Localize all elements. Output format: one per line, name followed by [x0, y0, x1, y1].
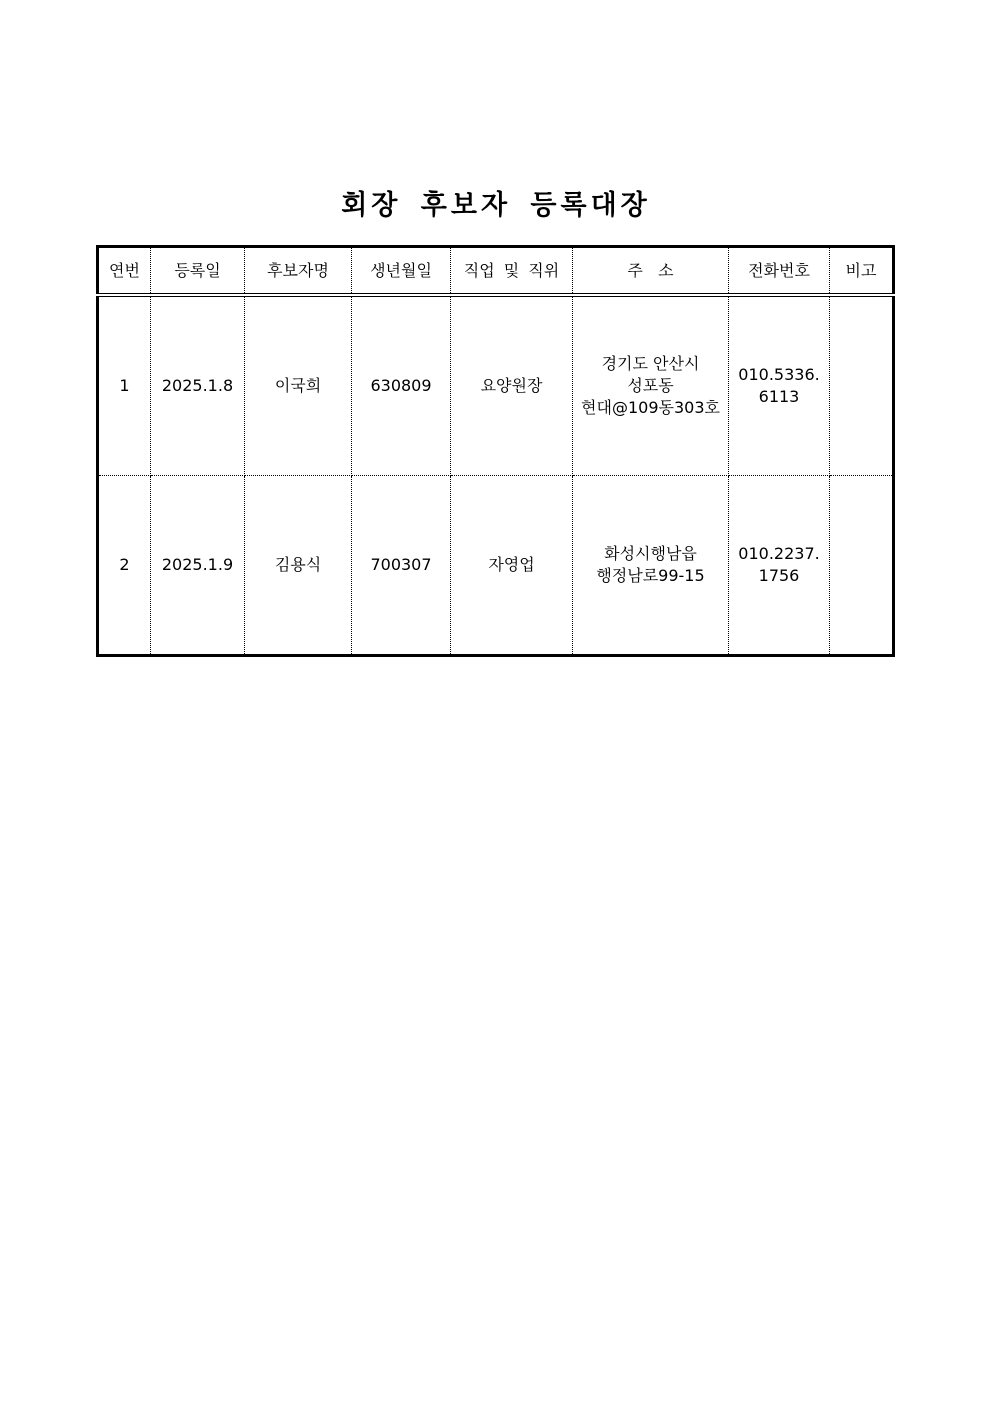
phone-line: 010.5336. [738, 365, 820, 384]
header-occupation: 직업 및 직위 [451, 247, 573, 296]
cell-registration-date: 2025.1.8 [151, 295, 245, 476]
cell-birth-date: 700307 [352, 476, 451, 656]
table-row [98, 476, 894, 656]
cell-occupation: 자영업 [451, 476, 573, 656]
phone-line: 1756 [758, 566, 800, 585]
cell-occupation: 요양원장 [451, 295, 573, 476]
cell-serial-no: 2 [98, 476, 151, 656]
address-line: 현대@109동303호 [581, 398, 720, 417]
document-title: 회장 후보자 등록대장 [341, 190, 651, 221]
cell-candidate-name: 김용식 [245, 476, 352, 656]
table-header-row [98, 247, 894, 296]
cell-address [573, 295, 729, 476]
phone-line: 6113 [758, 387, 800, 406]
cell-note [830, 295, 894, 476]
address-line: 경기도 안산시 [601, 354, 700, 373]
cell-phone [729, 295, 830, 476]
cell-phone [729, 476, 830, 656]
cell-serial-no: 1 [98, 295, 151, 476]
candidate-registry-table [96, 245, 895, 657]
header-registration-date: 등록일 [151, 247, 245, 296]
header-address: 주 소 [573, 247, 729, 296]
address-line: 행정남로99-15 [596, 566, 705, 585]
address-line: 화성시행남읍 [604, 544, 697, 563]
table-row [98, 295, 894, 476]
cell-candidate-name: 이국희 [245, 295, 352, 476]
header-note: 비고 [830, 247, 894, 296]
header-phone: 전화번호 [729, 247, 830, 296]
header-birth-date: 생년월일 [352, 247, 451, 296]
cell-registration-date: 2025.1.9 [151, 476, 245, 656]
address-line: 성포동 [627, 376, 674, 395]
header-candidate-name: 후보자명 [245, 247, 352, 296]
header-serial-no: 연번 [98, 247, 151, 296]
phone-line: 010.2237. [738, 544, 820, 563]
cell-birth-date: 630809 [352, 295, 451, 476]
cell-note [830, 476, 894, 656]
cell-address [573, 476, 729, 656]
